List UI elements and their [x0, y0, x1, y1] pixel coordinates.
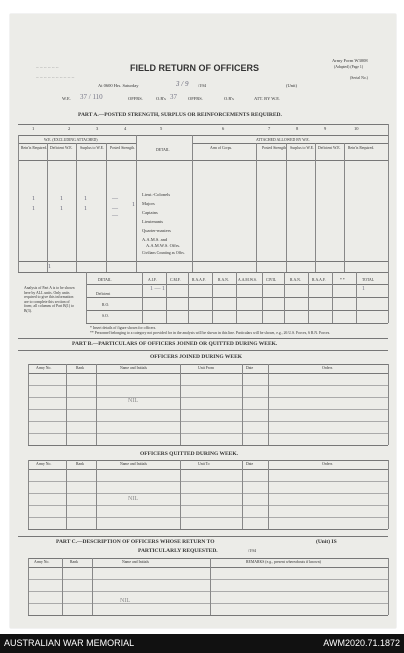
ors-value: 37: [170, 93, 177, 101]
form-page: [10, 14, 396, 628]
col-number: 6: [222, 126, 225, 131]
serial-label: (Serial No.): [350, 76, 368, 80]
joined-col: Date: [246, 366, 254, 370]
col-number: 4: [124, 126, 127, 131]
offrs2-label: OFFRS.: [188, 96, 203, 101]
sub-header: Posted Strength.: [262, 146, 287, 150]
sub-header: Rein'ts Required.: [21, 146, 48, 150]
analysis-row: R.O.: [102, 303, 110, 307]
part-c-col: Name and Initials: [122, 560, 149, 564]
col-number: 3: [96, 126, 99, 131]
footnote: ** Personnel belonging to a category not provided for in the analysis will be shown in this line. Particulars will be shown, e.g., 26 U.S. Forces, 6 R.N. Forces.: [90, 331, 331, 335]
rank-label: A.A.M.S. and: [142, 237, 168, 242]
joined-title: OFFICERS JOINED DURING WEEK: [150, 354, 243, 360]
part-c-year: /194: [248, 548, 257, 553]
analysis-row: DETAIL: [98, 278, 112, 282]
quitted-col: Name and Initials: [120, 462, 147, 466]
rank-label: Civilians Counting as Offrs.: [142, 251, 185, 255]
rank-label: Majors: [142, 201, 155, 206]
group-left-label: W.E. (EXCLUDING ATTACHED): [44, 138, 98, 142]
sub-header: Arm of Corps.: [210, 146, 233, 150]
analysis-col: A.I.F.: [148, 278, 157, 282]
form-number: Army Form W3008: [332, 58, 368, 63]
hand-value: 1 — 1: [150, 286, 165, 292]
hand-value: 1: [362, 286, 365, 292]
quitted-col: Date: [246, 462, 254, 466]
col-number: 5: [160, 126, 163, 131]
analysis-col: A.A.M.W.S.: [238, 278, 257, 282]
hand-value: 1: [60, 206, 63, 212]
detail-label: DETAIL: [156, 148, 170, 152]
rank-label: Captains: [142, 210, 158, 215]
part-c-col: Rank: [70, 560, 79, 564]
sub-header: Surplus to W.E.: [290, 146, 314, 150]
hand-value: 1: [32, 196, 35, 202]
analysis-col: TOTAL: [362, 278, 375, 282]
hand-value: —: [112, 206, 118, 212]
faint-handwriting: ~ ~ ~ ~ ~ ~ ~ ~ ~ ~: [36, 76, 75, 81]
footer-accession: AWM2020.71.1872: [323, 638, 400, 648]
rank-label: A.A.M.W.S. Offrs.: [146, 243, 181, 248]
col-number: 10: [354, 126, 359, 131]
joined-col: Rank: [76, 366, 85, 370]
we-label: W.E.: [62, 96, 71, 101]
form-adopted: (Adapted) (Page 1): [334, 65, 364, 69]
col-number: 1: [32, 126, 35, 131]
quitted-col: Rank: [76, 462, 85, 466]
hand-value: 1: [48, 264, 51, 270]
rank-label: Lieutenants: [142, 219, 163, 224]
hand-value: 1: [84, 206, 87, 212]
part-c-handwriting: NIL: [120, 598, 130, 604]
footer-bar: [0, 634, 404, 653]
hand-value: —: [112, 196, 118, 202]
col-number: 7: [268, 126, 271, 131]
analysis-col: R.A.A.F.: [192, 278, 206, 282]
joined-col: Name and Initials: [120, 366, 147, 370]
joined-handwriting: NIL: [128, 398, 138, 404]
sub-header: Posted Strength.: [110, 146, 135, 150]
part-b-heading: PART B.—PARTICULARS OF OFFICERS JOINED OR QUITTED DURING WEEK.: [72, 341, 278, 347]
part-c-col: REMARKS (e.g., present whereabouts if known): [246, 560, 321, 564]
analysis-col: R.A.A.F.: [312, 278, 326, 282]
sub-header: Deficient W.E.: [318, 146, 341, 150]
col-number: 9: [324, 126, 327, 131]
quitted-col: Army No.: [36, 462, 52, 466]
analysis-col: R.A.N.: [290, 278, 301, 282]
hand-value: 1: [32, 206, 35, 212]
analysis-col: R.A.N.: [218, 278, 229, 282]
part-c-heading: PART C.—DESCRIPTION OF OFFICERS WHOSE RETURN TO: [56, 539, 215, 545]
unit-label: (Unit): [286, 83, 297, 88]
analysis-col: * *: [340, 278, 345, 282]
analysis-row: Deficient: [96, 292, 111, 296]
quitted-col: Orders: [322, 462, 333, 466]
analysis-row: S.O.: [102, 314, 109, 318]
part-c-unit: (Unit) IS: [316, 539, 337, 545]
sub-header: Surplus to W.E.: [80, 146, 104, 150]
part-c-col: Army No.: [34, 560, 50, 564]
part-c-sub: PARTICULARLY REQUESTED.: [138, 548, 218, 554]
hand-value: —: [112, 213, 118, 219]
ors-label: O.R's: [156, 96, 166, 101]
hrs-label: At 0600 Hrs. Saturday: [98, 83, 139, 88]
analysis-note: Analysis of Part A is to be shown here by ALL units. Only units required to give this information are to complete this section of form; all columns of Part B(1) to B(3).: [24, 286, 75, 313]
footer-credit: AUSTRALIAN WAR MEMORIAL: [4, 638, 135, 648]
analysis-col: CIVIL: [266, 278, 277, 282]
analysis-col: C.M.F.: [170, 278, 181, 282]
faint-handwriting: ~ ~ ~ ~ ~ ~: [36, 66, 59, 71]
quitted-title: OFFICERS QUITTED DURING WEEK.: [140, 451, 238, 457]
col-number: 2: [68, 126, 71, 131]
we-value: 37 / 110: [80, 93, 103, 101]
col-number: 8: [296, 126, 299, 131]
hand-value: 1: [60, 196, 63, 202]
ors2-label: O.R's: [224, 96, 234, 101]
footnote: * Insert details of figure shown for officers.: [90, 326, 157, 330]
year-label: /194: [198, 83, 207, 88]
hand-value: 1: [84, 196, 87, 202]
sub-header: Deficient W.E.: [50, 146, 73, 150]
hand-value: 1: [132, 202, 135, 208]
group-right-label: ATTACHED ALLOWED BY W.E.: [256, 138, 310, 142]
form-title: FIELD RETURN OF OFFICERS: [130, 63, 259, 73]
sub-header: Rein'ts Required.: [348, 146, 375, 150]
joined-col: Unit From: [198, 366, 214, 370]
att-label: ATT. BY W.E.: [254, 96, 281, 101]
part-a-heading: PART A.—POSTED STRENGTH, SURPLUS OR REINFORCEMENTS REQUIRED.: [78, 112, 282, 118]
joined-col: Orders: [322, 366, 333, 370]
rank-label: Quarter-masters: [142, 228, 171, 233]
rank-label: Lieut.-Colonels: [142, 192, 171, 197]
quitted-col: Unit To: [198, 462, 210, 466]
joined-col: Army No.: [36, 366, 52, 370]
date-handwriting: 3 / 9: [176, 80, 189, 88]
offrs-label: OFFRS.: [128, 96, 143, 101]
quitted-handwriting: NIL: [128, 496, 138, 502]
